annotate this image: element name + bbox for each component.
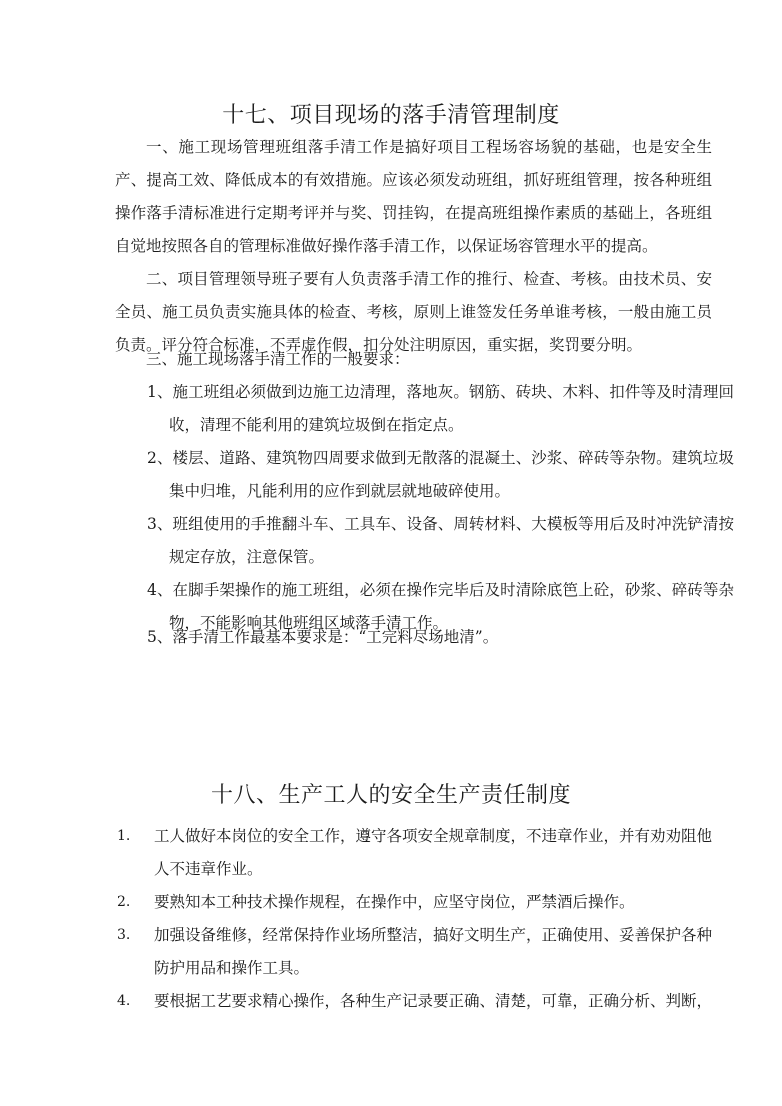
item-number: 2. bbox=[117, 894, 131, 910]
requirement-item: 4、在脚手架操作的施工班组，必须在操作完毕后及时清除底笆上砼，砂浆、碎砖等杂物，不能影响其他班组区域落手清工作。 bbox=[147, 581, 734, 632]
item-number: 3. bbox=[117, 927, 131, 943]
responsibility-item bbox=[117, 985, 712, 1018]
responsibility-item bbox=[117, 919, 712, 985]
paragraph-2: 二、项目管理领导班子要有人负责落手清工作的推行、检查、考核。由技术员、安全员、施工员负责实施具体的检查、考核，原则上谁签发任务单谁考核，一般由施工员负责。评分符合标准，不弄虚作假，扣分处注明原因，重实据，奖罚要分明。 bbox=[115, 270, 712, 354]
responsibility-item bbox=[117, 886, 712, 919]
item-text: 工人做好本岗位的安全工作，遵守各项安全规章制度，不违章作业，并有劝劝阻他人不违章作业。 bbox=[154, 827, 713, 878]
item-number: 1. bbox=[117, 828, 131, 844]
section-title-18: 十八、生产工人的安全生产责任制度 bbox=[210, 783, 571, 808]
responsibility-item bbox=[117, 820, 712, 886]
requirement-item: 1、施工班组必须做到边施工边清理，落地灰。钢筋、砖块、木料、扣件等及时清理回收，清理不能利用的建筑垃圾倒在指定点。 bbox=[147, 383, 734, 434]
paragraph-1: 一、施工现场管理班组落手清工作是搞好项目工程场容场貌的基础，也是安全生产、提高工效、降低成本的有效措施。应该必须发动班组，抓好班组管理，按各种班组操作落手清标准进行定期考评并与奖、罚挂钩，在提高班组操作素质的基础上，各班组自觉地按照各自的管理标准做好操作落手清工作，以保证场容管理水平的提高。 bbox=[115, 138, 712, 255]
item-text: 加强设备维修，经常保持作业场所整洁，搞好文明生产，正确使用、妥善保护各种防护用品和操作工具。 bbox=[154, 926, 713, 977]
paragraph-3: 三、施工现场落手清工作的一般要求： bbox=[146, 350, 410, 368]
requirement-item: 3、班组使用的手推翻斗车、工具车、设备、周转材料、大模板等用后及时冲洗铲清按规定存放，注意保管。 bbox=[147, 515, 734, 566]
requirement-item: 5、落手清工作最基本要求是：“工完料尽场地清”。 bbox=[147, 628, 499, 646]
item-text: 要熟知本工种技术操作规程，在操作中，应坚守岗位，严禁酒后操作。 bbox=[154, 893, 635, 911]
section-title-17: 十七、项目现场的落手清管理制度 bbox=[222, 103, 560, 128]
item-text: 要根据工艺要求精心操作，各种生产记录要正确、清楚，可靠，正确分析、判断， bbox=[154, 992, 713, 1010]
item-number: 4. bbox=[117, 993, 131, 1009]
requirement-item: 2、楼层、道路、建筑物四周要求做到无散落的混凝土、沙浆、碎砖等杂物。建筑垃圾集中归堆，凡能利用的应作到就层就地破碎使用。 bbox=[147, 449, 734, 500]
